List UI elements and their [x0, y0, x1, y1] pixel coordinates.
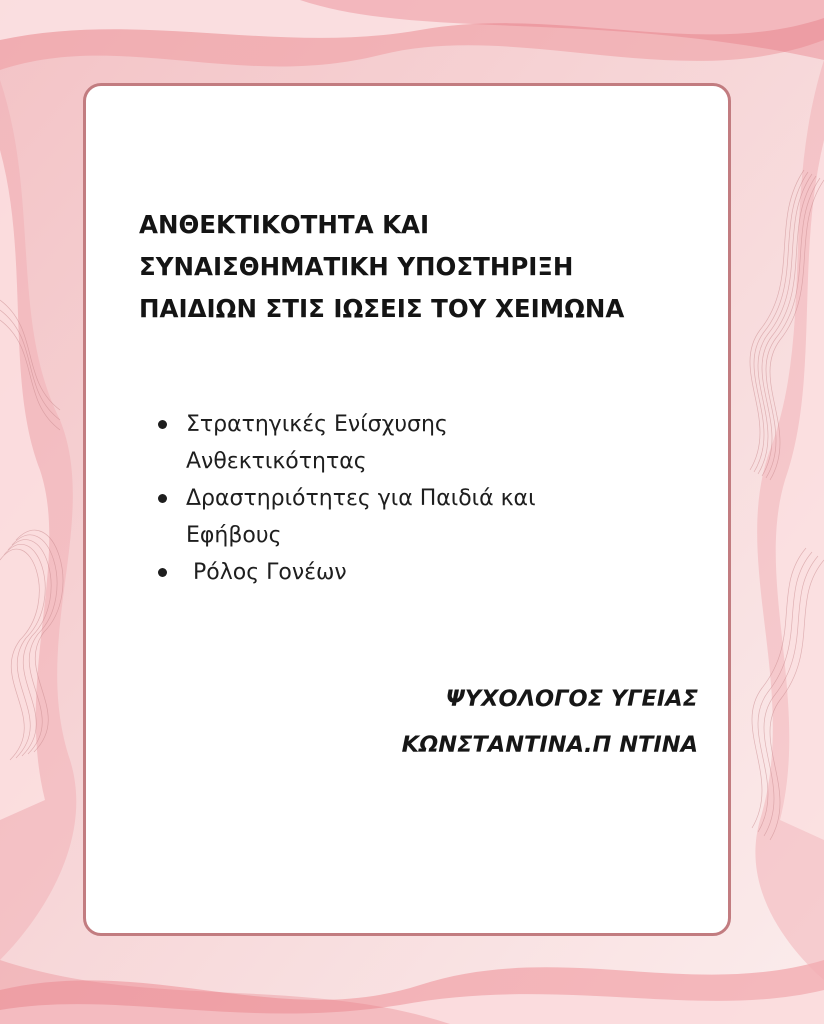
- list-item-text: Ανθεκτικότητας: [186, 449, 367, 474]
- page-title: [139, 204, 719, 330]
- list-item-text: Δραστηριότητες για Παιδιά και: [186, 486, 536, 511]
- title-line: ΣΥΝΑΙΣΘΗΜΑΤΙΚΗ ΥΠΟΣΤΗΡΙΞΗ: [139, 252, 574, 281]
- list-item: [138, 406, 678, 480]
- author-signature: [402, 676, 698, 768]
- list-item: [138, 480, 678, 554]
- title-line: ΑΝΘΕΚΤΙΚΟΤΗΤΑ ΚΑΙ: [139, 210, 430, 239]
- list-item: [138, 554, 678, 591]
- author-title: ΨΥΧΟΛΟΓΟΣ ΥΓΕΙΑΣ: [445, 686, 698, 712]
- list-item-text: Εφήβους: [186, 523, 282, 548]
- author-name: ΚΩΝΣΤΑΝΤΙΝΑ.Π ΝΤΙΝΑ: [401, 732, 698, 758]
- title-line: ΠΑΙΔΙΩΝ ΣΤΙΣ ΙΩΣΕΙΣ ΤΟΥ ΧΕΙΜΩΝΑ: [139, 294, 625, 323]
- bullet-icon: [158, 494, 167, 503]
- bullet-icon: [158, 568, 167, 577]
- list-item-text: Στρατηγικές Ενίσχυσης: [186, 412, 448, 437]
- list-item-text: Ρόλος Γονέων: [186, 560, 347, 585]
- bullet-icon: [158, 420, 167, 429]
- content-card: [83, 83, 731, 936]
- topics-list: [138, 406, 678, 591]
